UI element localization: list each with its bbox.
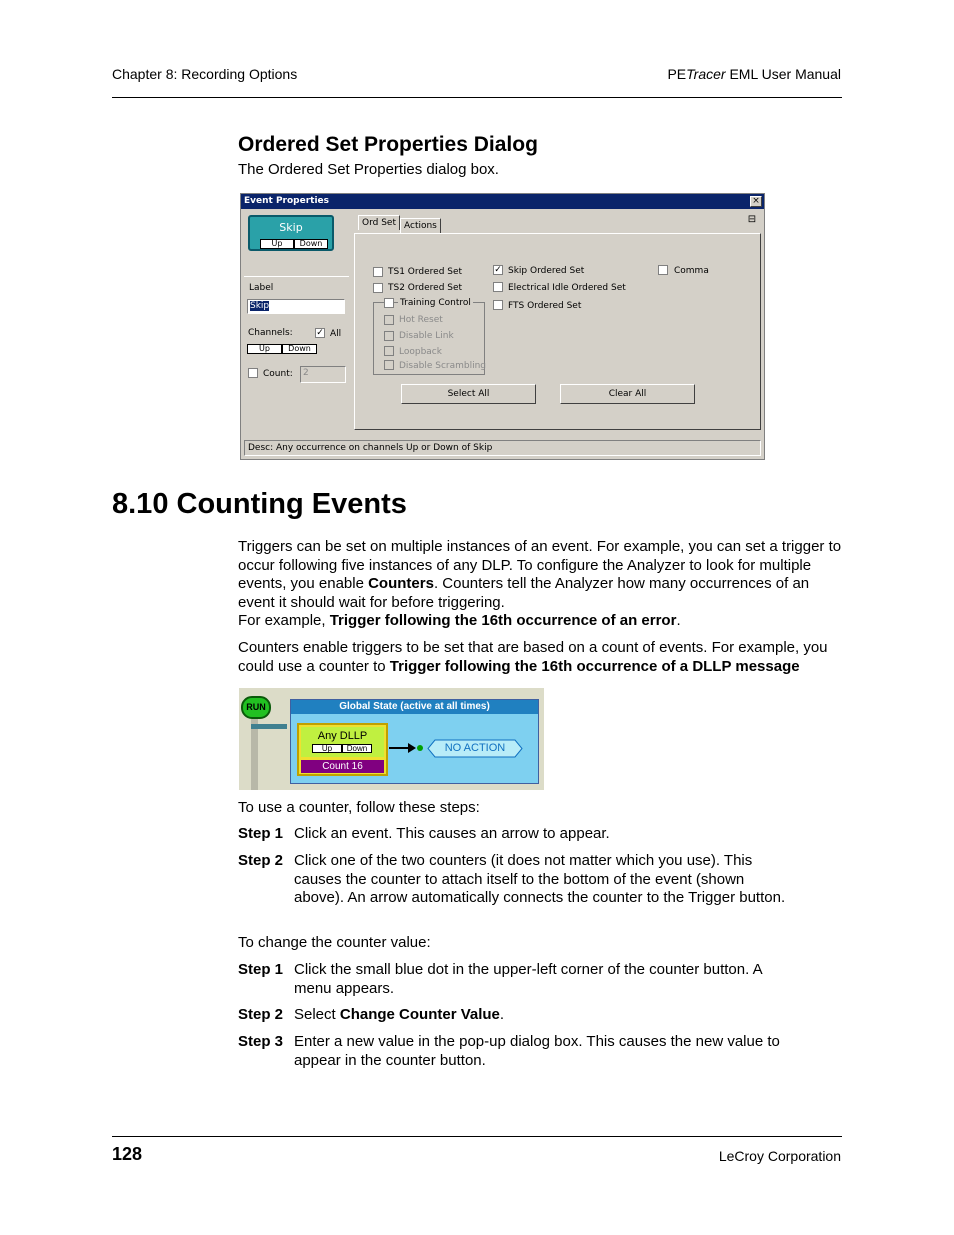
label-input[interactable] xyxy=(247,299,345,314)
skip-event-label: Skip xyxy=(279,221,303,234)
select-all-button[interactable]: Select All xyxy=(401,384,536,404)
any-dllp-event-button[interactable] xyxy=(297,723,388,776)
clear-all-button[interactable]: Clear All xyxy=(560,384,695,404)
para2-text-end: . xyxy=(676,612,681,629)
mini-down: Down xyxy=(294,239,328,249)
event-properties-dialog xyxy=(240,193,765,460)
step-key: Step 2 xyxy=(238,852,284,869)
dialog-title: Event Properties xyxy=(241,194,764,209)
left-divider xyxy=(244,276,349,277)
electrical-idle-checkbox[interactable] xyxy=(493,282,503,292)
pin-icon[interactable]: ⊟ xyxy=(747,214,757,225)
hot-reset-label: Hot Reset xyxy=(399,315,443,325)
mini-up: Up xyxy=(260,239,294,249)
arrow-head-icon xyxy=(408,743,416,753)
counter-button[interactable]: Count 16 xyxy=(301,760,384,773)
flow-connector xyxy=(251,724,287,729)
arrow-line xyxy=(389,747,409,749)
event-body xyxy=(301,727,384,757)
para3-text: Counters enable triggers to be set that are based on a count of events. For example, you could use a counter to xyxy=(238,639,828,675)
skip-ordered-set-checkbox[interactable]: ✓ xyxy=(494,265,502,275)
paragraph-counter-trigger xyxy=(238,639,843,676)
para2-text: For example, xyxy=(238,612,330,629)
ts2-checkbox[interactable] xyxy=(373,283,383,293)
comma-checkbox[interactable] xyxy=(658,265,668,275)
step-text xyxy=(294,1006,788,1025)
connector-dot-icon xyxy=(417,745,423,751)
intro-change-counter: To change the counter value: xyxy=(238,934,431,951)
step-text-suffix: . xyxy=(499,1006,505,1023)
footer-rule xyxy=(112,1136,842,1137)
page-number: 128 xyxy=(112,1144,143,1164)
global-state-title: Global State (active at all times) xyxy=(291,700,538,714)
no-action-button[interactable] xyxy=(427,739,523,758)
loopback-checkbox[interactable] xyxy=(384,346,394,356)
running-header-manual xyxy=(667,66,841,82)
ts1-label: TS1 Ordered Set xyxy=(388,267,463,277)
step-key: Step 2 xyxy=(238,1006,284,1023)
step-key: Step 1 xyxy=(238,825,284,842)
channels-caption: Channels: xyxy=(248,328,293,338)
step-key: Step 1 xyxy=(238,961,284,978)
channel-buttons xyxy=(247,344,317,354)
section-subtitle: The Ordered Set Properties dialog box. xyxy=(238,161,499,178)
heading-counting-events: 8.10 Counting Events xyxy=(112,488,407,520)
para1-bold: Counters xyxy=(368,575,434,593)
step-text: Click an event. This causes an arrow to appear. xyxy=(294,825,610,842)
disable-link-checkbox[interactable] xyxy=(384,331,394,341)
step-text: Enter a new value in the pop-up dialog box. This causes the new value to appear in the counter button. xyxy=(294,1033,780,1069)
event-down: Down xyxy=(342,744,372,753)
fts-label: FTS Ordered Set xyxy=(508,301,582,311)
counter-state-diagram xyxy=(239,688,544,790)
description-status-bar: Desc: Any occurrence on channels Up or Down of Skip xyxy=(244,440,761,456)
event-up: Up xyxy=(312,744,342,753)
label-caption: Label xyxy=(249,283,274,293)
close-icon[interactable]: × xyxy=(750,196,762,207)
electrical-idle-label: Electrical Idle Ordered Set xyxy=(508,283,626,293)
running-header-chapter: Chapter 8: Recording Options xyxy=(112,66,298,82)
channel-mini-row xyxy=(260,239,328,249)
paragraph-counters-intro xyxy=(238,538,843,613)
flow-rail xyxy=(251,719,258,790)
down-channel-button[interactable]: Down xyxy=(282,344,317,354)
para3-bold: Trigger following the 16th occurrence of a DLLP message xyxy=(389,657,800,675)
section-title: Ordered Set Properties Dialog xyxy=(238,133,538,156)
paragraph-example xyxy=(238,612,843,631)
skip-ordered-set-label: Skip Ordered Set xyxy=(508,266,585,276)
manual-italic: Tracer xyxy=(686,66,726,82)
loopback-label: Loopback xyxy=(399,347,442,357)
hot-reset-checkbox[interactable] xyxy=(384,315,394,325)
tab-ord-set[interactable]: Ord Set xyxy=(358,215,400,230)
step-text: Click one of the two counters (it does not matter which you use). This causes the counter to attach itself to the bottom of the event (shown above). An arrow automatically connects the counter to the Trigger button. xyxy=(294,852,786,907)
all-caption: All xyxy=(330,329,342,339)
tab-actions[interactable]: Actions xyxy=(400,218,441,233)
label-value: Skip xyxy=(250,301,270,311)
up-channel-button[interactable]: Up xyxy=(247,344,282,354)
count-input[interactable]: 2 xyxy=(300,366,346,383)
disable-link-label: Disable Link xyxy=(399,331,454,341)
count-caption: Count: xyxy=(263,369,293,379)
disable-scrambling-checkbox[interactable] xyxy=(384,360,394,370)
disable-scrambling-label: Disable Scrambling xyxy=(399,361,487,371)
fts-checkbox[interactable] xyxy=(493,300,503,310)
para2-bold: Trigger following the 16th occurrence of an error xyxy=(329,612,677,629)
para1-text: Triggers can be set on multiple instances of an event. For example, you can set a trigger to occur following five instances of any DLP. To configure the Analyzer to look for multiple events, you enable xyxy=(238,538,842,593)
step-text: Click the small blue dot in the upper-left corner of the counter button. A menu appears. xyxy=(294,961,762,997)
para1-text-end: . Counters tell the Analyzer how many occurrences of an event it should wait for before triggering. xyxy=(238,575,810,612)
ts1-checkbox[interactable] xyxy=(373,267,383,277)
all-checkbox[interactable]: ✓ xyxy=(316,328,324,338)
footer-company: LeCroy Corporation xyxy=(718,1148,841,1164)
header-rule xyxy=(112,97,842,98)
manual-prefix: PE xyxy=(667,66,687,82)
skip-event-button[interactable] xyxy=(248,215,334,251)
step-key: Step 3 xyxy=(238,1033,284,1050)
comma-label: Comma xyxy=(674,266,709,276)
step-text-prefix: Select xyxy=(294,1006,340,1023)
training-control-label: Training Control xyxy=(400,298,471,308)
training-control-checkbox[interactable] xyxy=(384,298,394,308)
ts2-label: TS2 Ordered Set xyxy=(388,283,463,293)
event-label: Any DLLP xyxy=(317,730,368,742)
manual-suffix: EML User Manual xyxy=(725,66,841,82)
run-button[interactable]: RUN xyxy=(241,696,271,719)
step-text-bold: Change Counter Value xyxy=(339,1006,500,1023)
intro-use-counter: To use a counter, follow these steps: xyxy=(238,799,480,816)
global-state-box xyxy=(290,699,539,784)
no-action-label: NO ACTION xyxy=(444,742,506,754)
count-checkbox[interactable] xyxy=(248,368,258,378)
event-channel-row xyxy=(312,744,372,753)
